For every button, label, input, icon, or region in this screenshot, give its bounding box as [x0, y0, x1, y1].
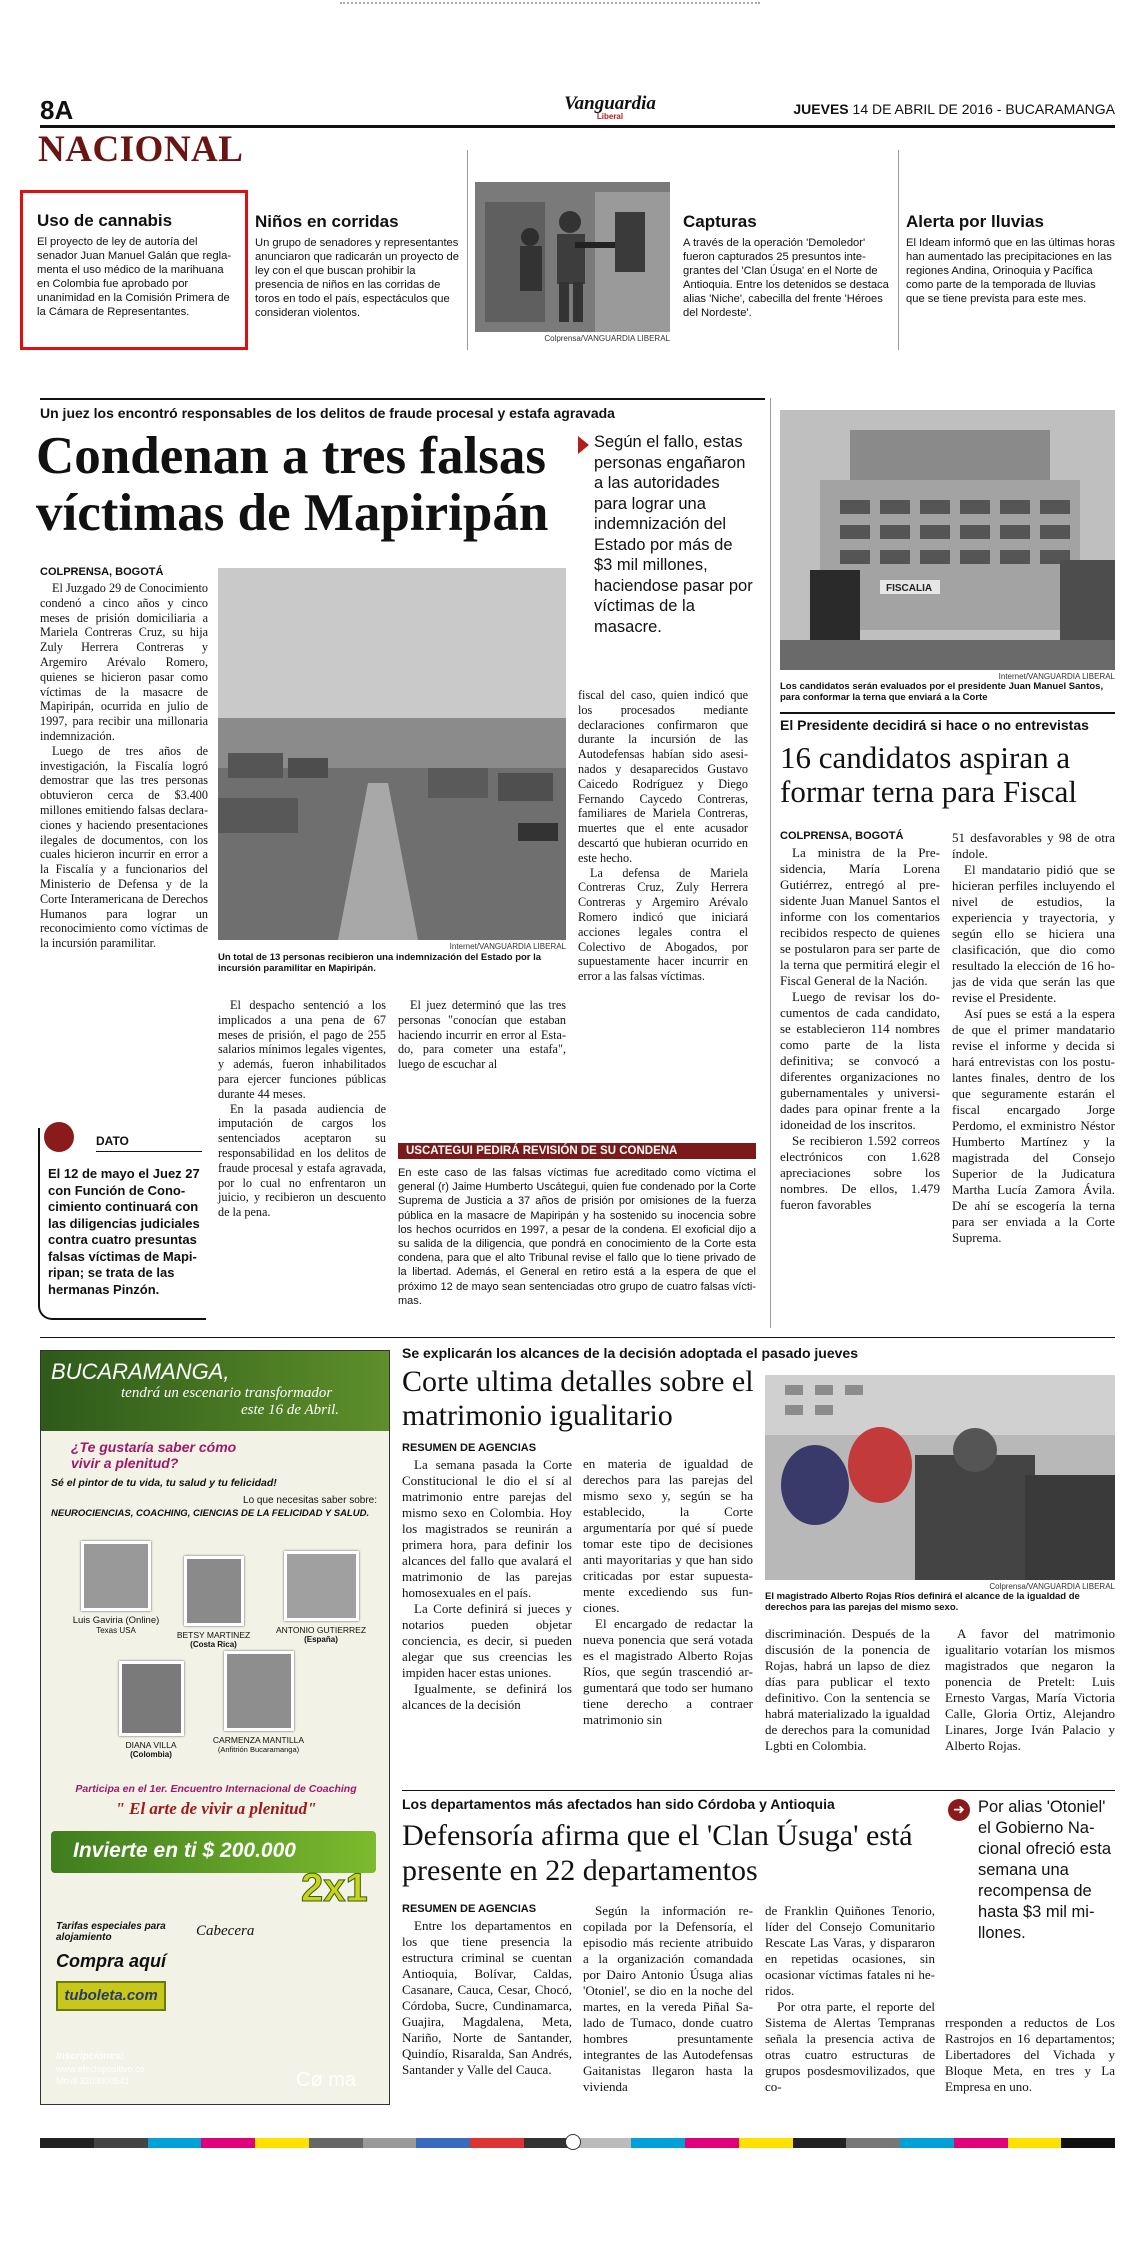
story1-col4: [578, 688, 748, 984]
paragraph: 51 desfavorables y 98 de otra índole.: [952, 830, 1115, 861]
paragraph: La defensa de Mariela Contreras Cruz, Zuly Herrera Contreras y Argemiro Arévalo Romero indicó que iniciará acciones legales contra el Colectivo de Abogados, por supuestamente hacer incurrir en error a las falsas víctimas.: [578, 865, 748, 984]
brief-photo-credit: Colprensa/VANGUARDIA LIBERAL: [544, 334, 670, 343]
ad-brand: Cø ma: [296, 2069, 356, 2091]
dato-box: [38, 1128, 206, 1320]
mapiripan-photo: [218, 568, 566, 940]
brief-title: Niños en corridas: [255, 212, 399, 231]
story4-kicker: Los departamentos más afectados han sido Córdoba y Antioquia: [402, 1796, 835, 1812]
speaker-place: (Colombia): [130, 1750, 172, 1759]
story1-headline: Condenan a tres falsas víctimas de Mapiripán: [36, 427, 549, 542]
ad-encuentro: Participa en el 1er. Encuentro Internacional de Coaching: [75, 1783, 357, 1795]
story4-pullquote: [948, 1797, 1118, 1944]
coaching-ad: [40, 1350, 390, 2105]
ad-invierte: Invierte en ti $ 200.000: [73, 1839, 296, 1862]
ad-tagline2: este 16 de Abril.: [241, 1402, 340, 1418]
inscripciones-label: Inscripciones:: [56, 2051, 124, 2062]
speaker-place: (España): [304, 1635, 338, 1644]
pullquote-text: Según el fallo, estas personas engañaron a las autoridades para lograr una indemnización del Estado por más de $3 mil millones, haciendose pasar por víctimas de la masacre.: [594, 433, 753, 636]
paragraph: El Juzgado 29 de Conocimiento condenó a cinco años y cinco meses de prisión domiciliaria a Mariela Contreras Cruz, su hija Zuly Herrera Contreras y Argemiro Arévalo Romero, quienes se hicieron pasar como víctimas de la masacre de Mapiripán, ocurrida en julio de 1997, para recibir una millonaria indemnización.: [40, 581, 208, 743]
logo-sub: Liberal: [596, 112, 624, 121]
dato-label: DATO: [96, 1134, 202, 1152]
story4-rule: [402, 1790, 1115, 1791]
page-header: [40, 95, 1115, 125]
brief-corridas: [255, 212, 463, 320]
paragraph: rresponden a reductos de Los Rastrojos en 16 departamentos; Libertadores del Vichada y Bloque Meta, en tres y La Empresa en uno.: [945, 2015, 1115, 2094]
story4-col4: [945, 2015, 1115, 2095]
ad-promo: 2x1: [301, 1866, 368, 1910]
paragraph: El mandatario pidió que se hicieran perfiles incluyendo el nivel de estudios, la experiencia y trayectoria, y según ello se hiciera una clasificación, que dio como resultado la elección de 16 hojas de vida que serán las que revise el Presidente.: [952, 862, 1115, 1005]
paragraph: Entre los departamentos en los que tiene presencia la estructura criminal se cuentan Antioquia, Bolívar, Caldas, Casanare, Cauca, Cesar, Chocó, Córdoba, Sucre, Cundinamarca, Guajira, Magdalena, Meta, Nariño, Norte de Santander, Quindío, Risaralda, San Andrés, Santander y Valle del Cauca.: [402, 1918, 572, 2077]
speaker-card: [271, 1551, 371, 1644]
ad-question: ¿Te gustaría saber cómo vivir a plenitud?: [71, 1439, 237, 1471]
paragraph: A favor del matrimonio igualitario votarían los mismos magistrados que negaron la ponencia de Pretelt: Luis Ernesto Vargas, María Victoria Calle, Gloria Ortiz, Alejandro Linares, Jorge Iván Palacio y Alberto Rojas.: [945, 1626, 1115, 1753]
paragraph: El juez determinó que las tres personas "conocían que estaban haciendo incurrir en error al Estado, para cometer una estafa", luego de escuchar al: [398, 998, 566, 1072]
paragraph: Se recibieron 1.592 correos electrónicos con 1.628 apreciaciones sobre los nombres. De ellos, 1.479 fueron favorables: [780, 1133, 940, 1212]
logo-text: Vanguardia: [564, 93, 656, 114]
page-number: 8A: [40, 95, 74, 125]
paragraph: fiscal del caso, quien indicó que los procesados mediante declaraciones confirmaron que durante la incursión de las Autodefensas habían sido asesinados y desaparecidos Gustavo Caicedo Rodríguez y Diego Fernando Caycedo Contreras, familiares de Mariela Contreras, muertes que el ente acusador descartó que hubieran ocurrido en este hecho.: [578, 688, 748, 865]
ad-hotel: Cabecera: [196, 1923, 255, 1939]
speaker-photo: [224, 1651, 294, 1731]
story1-kicker: Un juez los encontró responsables de los delitos de fraude procesal y estafa agravada: [40, 405, 615, 421]
story3-kicker: Se explicarán los alcances de la decisión adoptada el pasado jueves: [402, 1345, 858, 1361]
speaker-card: [106, 1661, 196, 1759]
contact-phone: Movil 3203000541: [56, 2076, 130, 2086]
story2-divider: [770, 398, 771, 1328]
brief-cannabis: [20, 190, 248, 350]
story1-col1: [40, 566, 208, 951]
fiscalia-photo-credit: Internet/VANGUARDIA LIBERAL: [998, 672, 1115, 681]
speaker-card: [211, 1651, 306, 1754]
speaker-name: Luis Gaviria (Online): [72, 1615, 160, 1626]
brief-lluvias: [906, 212, 1116, 306]
paragraph: en materia de igualdad de derechos para las parejas del mismo sexo y, según se ha establecido, la Corte argumentaría por qué sí puede tomar este tipo de decisiones anti mayoritarias y que han sido criticadas por estar supuestamente excediendo sus funciones.: [583, 1456, 753, 1615]
pullquote-text: Por alias 'Otoniel' el Gobierno Nacional ofreció esta semana una recompensa de hasta $3 mil millones.: [978, 1798, 1111, 1942]
brief-title: Alerta por lluvias: [906, 212, 1044, 231]
balloons-photo: [765, 1375, 1115, 1580]
speaker-name: BETSY MARTINEZ: [176, 1630, 251, 1640]
brief-divider: [898, 150, 899, 350]
paragraph: de Franklin Quiñones Tenorio, líder del Consejo Comunitario Rescate Las Varas, y dispararon en repetidas ocasiones, sin ocasionar víctimas fatales ni heridos.: [765, 1903, 935, 1998]
mapiripan-photo-credit: Internet/VANGUARDIA LIBERAL: [449, 942, 566, 951]
section-rule: [40, 1337, 1115, 1338]
story2-col2: [952, 830, 1115, 1246]
paragraph: La ministra de la Presidencia, María Lorena Gutiérrez, entregó al presidente Juan Manuel Santos el informe con los comentarios recibidos respecto de quienes se postularon para ser parte de la terna que permitirá elegir el Fiscal General de la Nación.: [780, 845, 940, 988]
brief-title: Capturas: [683, 212, 757, 231]
paragraph: Así pues se está a la espera de que el primer mandatario revise el informe y decida si hará entrevistas con los postulantes finales, dentro de los que seguramente estarán el fiscal encargado Jorge Perdomo, el exministro Néstor Humberto Martínez y la magistrada del Consejo Superior de la Judicatura Martha Lucía Zamora Ávila. De ahí se escogería la terna para ser enviada a la Corte Suprema.: [952, 1006, 1115, 1245]
date-day: JUEVES: [793, 101, 849, 117]
brief-text: El Ideam informó que en las últimas horas han aumentado las precipitaciones en las regiones Andina, Orinoquia y Pacífica como parte de la temporada de lluvias que se tiene prevista para este mes.: [906, 237, 1115, 305]
tuboleta-label: tuboleta.com: [64, 1987, 158, 2004]
registration-mark-icon: [565, 2134, 581, 2150]
uscategui-text: En este caso de las falsas víctimas fue acreditado como víctima el general (r) Jaime Humberto Uscátegui, quien fue condenado por la Corte Suprema de Justicia a 37 años de prisión por omisiones de la fuerza pública en la masacre de Mapiripán y ha sostenido su inocencia sobre los hechos ocurridos en 1997, a pesar de la condena. El exoficial dijo a su salida de la diligencia, que pondrá en conocimiento de la Corte esta condena, para que el alto Tribunal revise el fallo que lo tiene privado de la libertad. Además, el General en retiro está a la espera de que el próximo 12 de mayo sean sentenciadas otro grupo de cuatro falsas víctimas.: [398, 1167, 756, 1307]
speaker-photo: [284, 1551, 359, 1621]
story1-byline: COLPRENSA, BOGOTÁ: [40, 566, 164, 578]
brief-title: Uso de cannabis: [37, 211, 173, 230]
balloons-photo-credit: Colprensa/VANGUARDIA LIBERAL: [989, 1582, 1115, 1591]
mapiripan-photo-caption: Un total de 13 personas recibieron una indemnización del Estado por la incursión paramilitar en Mapiripán.: [218, 952, 542, 974]
ad-pintor: Sé el pintor de tu vida, tu salud y tu felicidad!: [51, 1477, 277, 1489]
paragraph: La Corte definirá si jueces y notarios pueden objetar conciencia, es decir, si pueden alegar que sus creencias les impiden hacer estas uniones.: [402, 1601, 572, 1680]
uscategui-subhead: USCATEGUI PEDIRÁ REVISIÓN DE SU CONDENA: [398, 1143, 756, 1159]
story3-col3: [765, 1626, 930, 1754]
puzzle-icon: [44, 1122, 74, 1152]
speaker-card: [171, 1556, 256, 1649]
story4-col2: [583, 1903, 753, 2095]
speaker-place: (Costa Rica): [190, 1640, 237, 1649]
paragraph: Según la información recopilada por la Defensoría, el episodio más reciente atribuido a la organización comandada por Dairo Antonio Úsuga alias 'Otoniel', se dio en la noche del martes, en la vereda Piñal Salado de Tumaco, donde cuatro hombres presuntamente integrantes de las Autodefensas Gaitanistas llegaron hasta la vivienda: [583, 1903, 753, 2094]
story3-headline: Corte ultima detalles sobre el matrimonio igualitario: [402, 1365, 754, 1432]
story3-byline: RESUMEN DE AGENCIAS: [402, 1442, 537, 1454]
paragraph: discriminación. Después de la discusión de la ponencia de Rojas, habrá un lapso de diez días para publicar el texto definitivo. Con la sentencia se habrá materializado la igualdad de derechos para la comunidad Lgbti en Colombia.: [765, 1626, 930, 1753]
speaker-card: [71, 1541, 161, 1635]
brief-text: A través de la operación 'Demoledor' fueron capturados 25 presuntos integrantes del 'Clan Úsuga' en el Norte de Antioquia. Entre los detenidos se destaca alias 'Niche', cabecilla del frente 'Héroes del Nordeste'.: [683, 237, 889, 319]
ad-tagline1: tendrá un escenario transformador: [121, 1385, 333, 1401]
soldiers-illustration: [475, 182, 670, 332]
story3-col1: [402, 1442, 572, 1713]
contact-web: www.efectopositivo.co: [56, 2064, 145, 2074]
story2-byline: COLPRENSA, BOGOTÁ: [780, 830, 904, 842]
masthead-logo: [540, 95, 680, 121]
paragraph: Por otra parte, el reporte del Sistema de Alertas Tempranas señala la presencia activa de otras cuatro estructuras de grupos posdesmovilizados, que co-: [765, 1999, 935, 2094]
date-rest: 14 DE ABRIL DE 2016 - BUCARAMANGA: [852, 101, 1115, 117]
paragraph: Luego de tres años de investigación, la Fiscalía logró demostrar que las tres personas obtuvieron cerca de $3.400 millones emitiendo falsas declaraciones y haciendo presentaciones ilegales de documentos, con los cuales hicieron incurrir en error a la Fiscalía y a funcionarios del Ministerio de Defensa y de la Corte Interamericana de Derechos Humanos para lograr un reconocimiento como víctimas de la incursión paramilitar.: [40, 743, 208, 951]
fiscalia-photo-caption: Los candidatos serán evaluados por el presidente Juan Manuel Santos, para conformar la terna que enviará a la Corte: [780, 681, 1104, 703]
building-illustration: [780, 410, 1115, 670]
story2-kicker: El Presidente decidirá si hace o no entrevistas: [780, 717, 1089, 733]
tuboleta-link[interactable]: [56, 1981, 166, 2011]
story4-byline: RESUMEN DE AGENCIAS: [402, 1903, 537, 1915]
speaker-photo: [184, 1556, 244, 1626]
ad-topics: NEUROCIENCIAS, COACHING, CIENCIAS DE LA FELICIDAD Y SALUD.: [51, 1508, 370, 1519]
pullquote-arrow-icon: [578, 436, 589, 454]
speaker-place: (Anfitrión Bucaramanga): [217, 1745, 300, 1754]
paragraph: Igualmente, se definirá los alcances de la decisión: [402, 1681, 572, 1712]
story1-rule: [40, 398, 765, 400]
speaker-place: Texas USA: [96, 1626, 136, 1635]
balloons-photo-caption: El magistrado Alberto Rojas Ríos definirá el alcance de la igualdad de derechos para las parejas del mismo sexo.: [765, 1591, 1080, 1613]
story4-col1: [402, 1903, 572, 2078]
ad-tarifas: Tarifas especiales para alojamiento: [56, 1921, 166, 1943]
village-illustration: [218, 568, 566, 940]
ad-compra: Compra aquí: [56, 1951, 167, 1971]
ad-arte: " El arte de vivir a plenitud": [115, 1799, 317, 1818]
story3-col4: [945, 1626, 1115, 1754]
story3-col2: [583, 1456, 753, 1728]
paragraph: El despacho sentenció a los implicados a una pena de 67 meses de prisión, el pago de 255 salarios mínimos legales vigentes, y además, fueron inhabilitados para ejercer funciones públicas durante 44 meses.: [218, 998, 386, 1101]
story2-rule: [780, 712, 1115, 714]
brief-capturas: [683, 212, 893, 320]
speaker-name: CARMENZA MANTILLA: [212, 1735, 305, 1745]
story1-pullquote: [578, 432, 753, 637]
brief-text: Un grupo de senadores y representantes anunciaron que radicarán un proyecto de ley con el que buscan prohibir la presencia de niños en las corridas de toros en todo el país, espectáculos que consideran violentos.: [255, 237, 460, 319]
story1-col2: [218, 998, 386, 1220]
story1-col3: [398, 998, 566, 1072]
story4-col3: [765, 1903, 935, 2095]
speaker-photo: [119, 1661, 184, 1736]
story2-headline: 16 candidatos aspiran a formar terna para Fiscal: [780, 740, 1077, 809]
building-sign: FISCALIA: [886, 583, 933, 594]
story2-col1: [780, 830, 940, 1213]
dato-text: El 12 de mayo el Juez 27 con Función de Conocimiento continuará con las diligencias judiciales contra cuatro presuntas falsas víctimas de Mapiripan; se trata de las hermanas Pinzón.: [48, 1166, 200, 1297]
header-date: [793, 101, 1115, 117]
brief-divider: [467, 150, 468, 350]
fiscalia-photo: [780, 410, 1115, 670]
section-title: NACIONAL: [38, 129, 244, 170]
paragraph: En la pasada audiencia de imputación de cargos los sentenciados aceptaron su responsabilidad en los delitos de fraude procesal y estafa agravada, por lo cual no enfrentaron un juicio, y recibieron un descuento de la pena.: [218, 1101, 386, 1220]
brief-text: El proyecto de ley de autoría del senador Juan Manuel Galán que reglamenta el uso médico de la marihuana en Colombia fue aprobado por unanimidad en la Comisión Primera de la Cámara de Representantes.: [37, 236, 232, 318]
speaker-name: DIANA VILLA: [125, 1740, 177, 1750]
ad-city: BUCARAMANGA,: [51, 1359, 230, 1384]
arrow-circle-icon: ➜: [948, 1799, 970, 1821]
top-dotted-rule: [340, 2, 760, 4]
balloons-illustration: [765, 1375, 1115, 1580]
paragraph: La semana pasada la Corte Constitucional le dio el sí al matrimonio entre parejas del mismo sexo en Colombia. Hoy los magistrados se reunirán a primera hora, para definir los alcances del fallo que avalará el matrimonio de las parejas homosexuales en el país.: [402, 1457, 572, 1600]
speaker-name: ANTONIO GUTIERREZ: [275, 1625, 367, 1635]
speaker-photo: [81, 1541, 151, 1611]
paragraph: Luego de revisar los documentos de cada candidato, se establecieron 114 nombres como parte de la lista definitiva; se convocó a diferentes organizaciones no gubernamentales y universidades para opinar frente a la idoneidad de los inscritos.: [780, 989, 940, 1132]
story4-headline: Defensoría afirma que el 'Clan Úsuga' está presente en 22 departamentos: [402, 1819, 913, 1887]
ad-top-band: [41, 1351, 389, 1431]
ad-need: Lo que necesitas saber sobre:: [243, 1495, 377, 1506]
ad-inscripciones: [56, 2051, 145, 2087]
soldiers-photo: [475, 182, 670, 332]
paragraph: El encargado de redactar la nueva ponencia que será votada es el magistrado Alberto Rojas Ríos, que según trascendió argumentará que todo ser humano tiene derecho a contraer matrimonio sin: [583, 1616, 753, 1727]
